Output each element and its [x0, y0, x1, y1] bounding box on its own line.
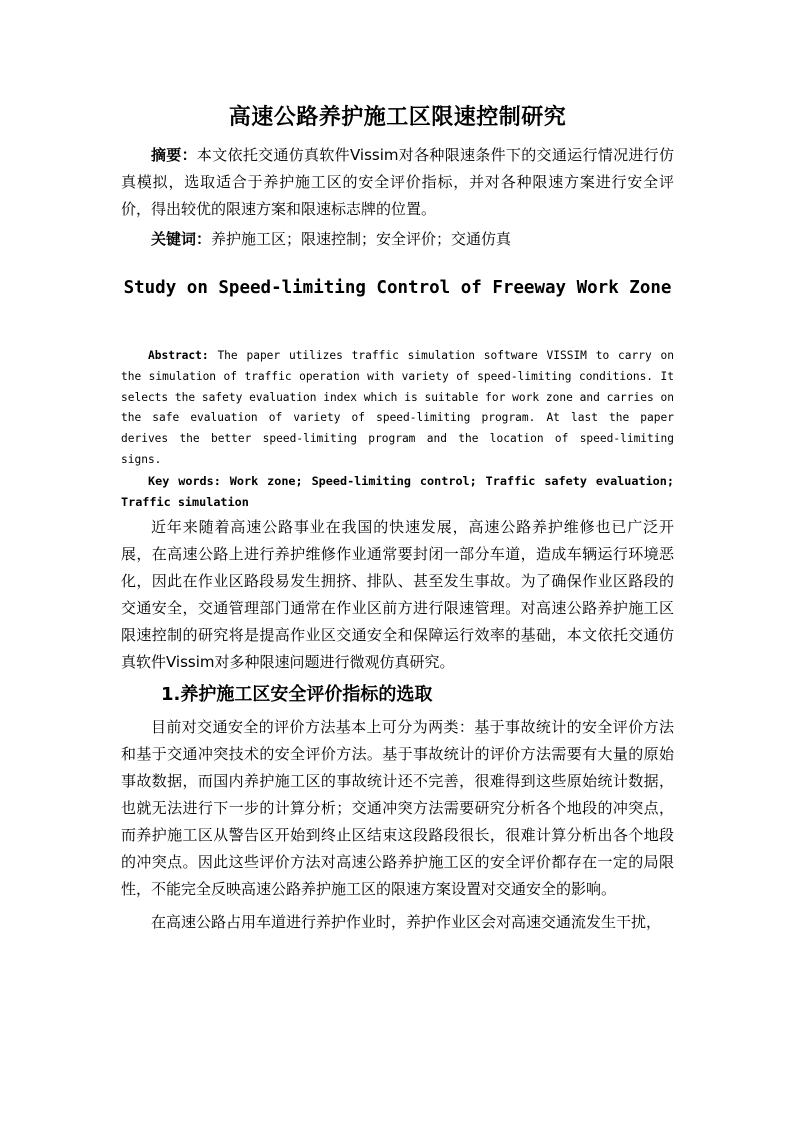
keywords-en-label: Key words:	[148, 473, 221, 488]
keywords-cn	[121, 226, 674, 253]
abstract-en	[121, 346, 674, 471]
keywords-cn-label: 关键词：	[151, 230, 212, 248]
section-1-paragraph-2: 在高速公路占用车道进行养护作业时，养护作业区会对高速交通流发生干扰，	[151, 913, 662, 931]
abstract-cn	[121, 142, 674, 223]
section-1-heading: 1.养护施工区安全评价指标的选取	[161, 684, 433, 705]
abstract-en-text: The paper utilizes traffic simulation software VISSIM to carry on the simulation of traffic operation with variety of speed-limiting conditions. It selects the safety evaluation index which is suitable for work zone and carries on the safe evaluation of variety of speed-limiting program. At last the paper derives the better speed-limiting program and the location of speed-limiting signs.	[121, 349, 674, 466]
chinese-abstract-block	[121, 142, 674, 253]
keywords-en-text: Work zone; Speed-limiting control; Traffic safety evaluation; Traffic simulation	[121, 473, 674, 509]
english-title: Study on Speed-limiting Control of Freeway Work Zone	[123, 278, 672, 298]
body-text	[121, 514, 674, 936]
keywords-en	[121, 471, 674, 513]
abstract-cn-text: 本文依托交通仿真软件Vissim对各种限速条件下的交通运行情况进行仿真模拟，选取适合于养护施工区的安全评价指标，并对各种限速方案进行安全评价，得出较优的限速方案和限速标志牌的位置。	[121, 146, 674, 218]
abstract-en-label: Abstract:	[148, 349, 209, 362]
english-abstract-block	[121, 346, 674, 512]
section-1-paragraph-1: 目前对交通安全的评价方法基本上可分为两类：基于事故统计的安全评价方法和基于交通冲突技术的安全评价方法。基于事故统计的评价方法需要有大量的原始事故数据，而国内养护施工区的事故统计还不完善，很难得到这些原始统计数据，也就无法进行下一步的计算分析；交通冲突方法需要研究分析各个地段的冲突点，而养护施工区从警告区开始到终止区结束这段路段很长，很难计算分析出各个地段的冲突点。因此这些评价方法对高速公路养护施工区的安全评价都存在一定的局限性，不能完全反映高速公路养护施工区的限速方案设置对交通安全的影响。	[121, 718, 674, 898]
paper-title: 高速公路养护施工区限速控制研究	[228, 105, 567, 130]
intro-paragraph: 近年来随着高速公路事业在我国的快速发展，高速公路养护维修也已广泛开展，在高速公路上进行养护维修作业通常要封闭一部分车道，造成车辆运行环境恶化，因此在作业区路段易发生拥挤、排队、甚至发生事故。为了确保作业区路段的交通安全，交通管理部门通常在作业区前方进行限速管理。对高速公路养护施工区限速控制的研究将是提高作业区交通安全和保障运行效率的基础，本文依托交通仿真软件Vissim对多种限速问题进行微观仿真研究。	[121, 518, 674, 671]
keywords-cn-text: 养护施工区；限速控制；安全评价；交通仿真	[211, 230, 512, 248]
abstract-cn-label: 摘要：	[151, 146, 197, 164]
